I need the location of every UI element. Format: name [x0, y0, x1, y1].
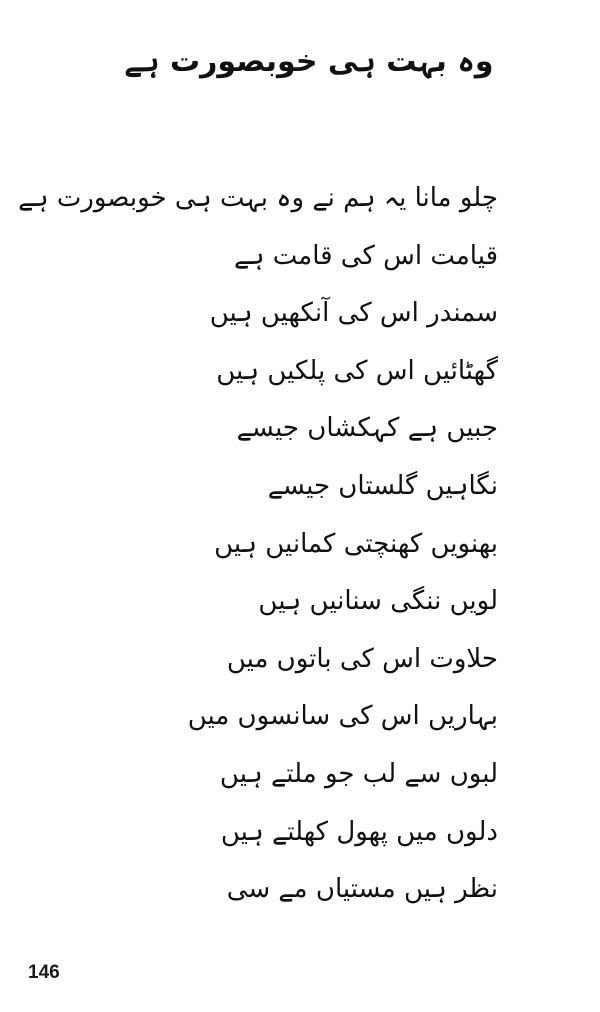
- poem-line: نگاہیں گلستاں جیسے: [267, 470, 498, 501]
- poem-line: لبوں سے لب جو ملتے ہیں: [219, 758, 498, 789]
- poem-body: [18, 178, 498, 927]
- poem-line: لویں ننگی سنانیں ہیں: [258, 586, 498, 617]
- poem-line: جبیں ہے کہکشاں جیسے: [236, 413, 498, 444]
- poem-line: سمندر اس کی آنکھیں ہیں: [209, 298, 498, 329]
- poem-line: قیامت اس کی قامت ہے: [234, 240, 498, 271]
- poem-line: چلو مانا یہ ہم نے وہ بہت ہی خوبصورت ہے: [18, 183, 498, 213]
- page-number: 146: [28, 962, 60, 983]
- poem-line: نظر ہیں مستیاں مے سی: [226, 874, 498, 905]
- poem-line: بہاریں اس کی سانسوں میں: [187, 701, 498, 732]
- poem-line: گھٹائیں اس کی پلکیں ہیں: [216, 355, 498, 386]
- poem-line: بھنویں کھنچتی کمانیں ہیں: [214, 528, 498, 559]
- poem-line: دلوں میں پھول کھلتے ہیں: [220, 816, 498, 847]
- poem-line: حلاوت اس کی باتوں میں: [226, 643, 498, 674]
- poem-title: وہ بہت ہی خوبصورت ہے: [124, 44, 494, 79]
